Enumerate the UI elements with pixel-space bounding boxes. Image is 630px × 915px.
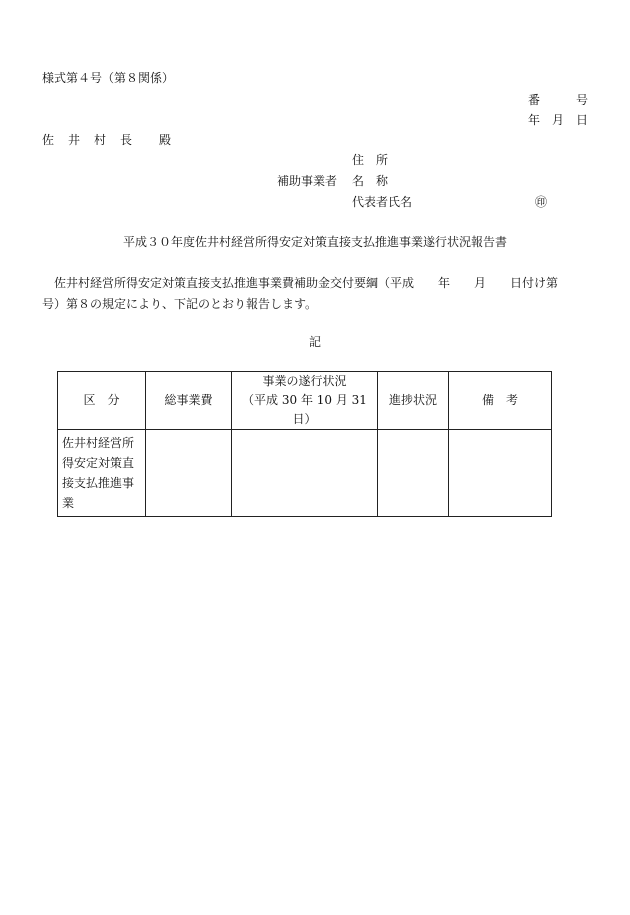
address-label: 住 所 xyxy=(352,153,389,167)
header-status xyxy=(232,372,378,430)
header-status-date: （平成 30 年 10 月 31 日） xyxy=(242,393,367,426)
addressee: 佐 井 村 長 殿 xyxy=(42,133,173,147)
document-title: 平成３０年度佐井村経営所得安定対策直接支払推進事業遂行状況報告書 xyxy=(122,235,507,249)
header-status-title: 事業の遂行状況 xyxy=(262,374,347,388)
body-paragraph xyxy=(42,273,583,315)
cell-progress xyxy=(378,430,449,517)
seal-mark: ㊞ xyxy=(535,195,548,209)
document-number-line: 番 号 xyxy=(528,93,589,107)
header-total-cost: 総事業費 xyxy=(146,372,232,430)
status-report-table xyxy=(57,371,552,517)
ki-heading: 記 xyxy=(308,335,321,349)
cell-category xyxy=(58,430,146,517)
table-header-row xyxy=(58,372,552,430)
cell-remarks xyxy=(449,430,552,517)
form-number: 様式第４号（第８関係） xyxy=(42,71,175,85)
header-progress: 進捗状況 xyxy=(378,372,449,430)
cell-status xyxy=(232,430,378,517)
body-text: 佐井村経営所得安定対策直接支払推進事業費補助金交付要綱（平成 年 月 日付け第 号）第８の規定により、下記のとおり報告します。 xyxy=(42,276,583,311)
cell-total-cost xyxy=(146,430,232,517)
name-label: 名 称 xyxy=(352,174,389,188)
header-category: 区 分 xyxy=(58,372,146,430)
table-row xyxy=(58,430,552,517)
header-remarks: 備 考 xyxy=(449,372,552,430)
applicant-label: 補助事業者 xyxy=(277,174,338,188)
document-date-line: 年 月 日 xyxy=(528,113,589,127)
cell-category-text: 佐井村経営所得安定対策直接支払推進事業 xyxy=(62,436,135,510)
representative-label: 代表者氏名 xyxy=(352,195,413,209)
